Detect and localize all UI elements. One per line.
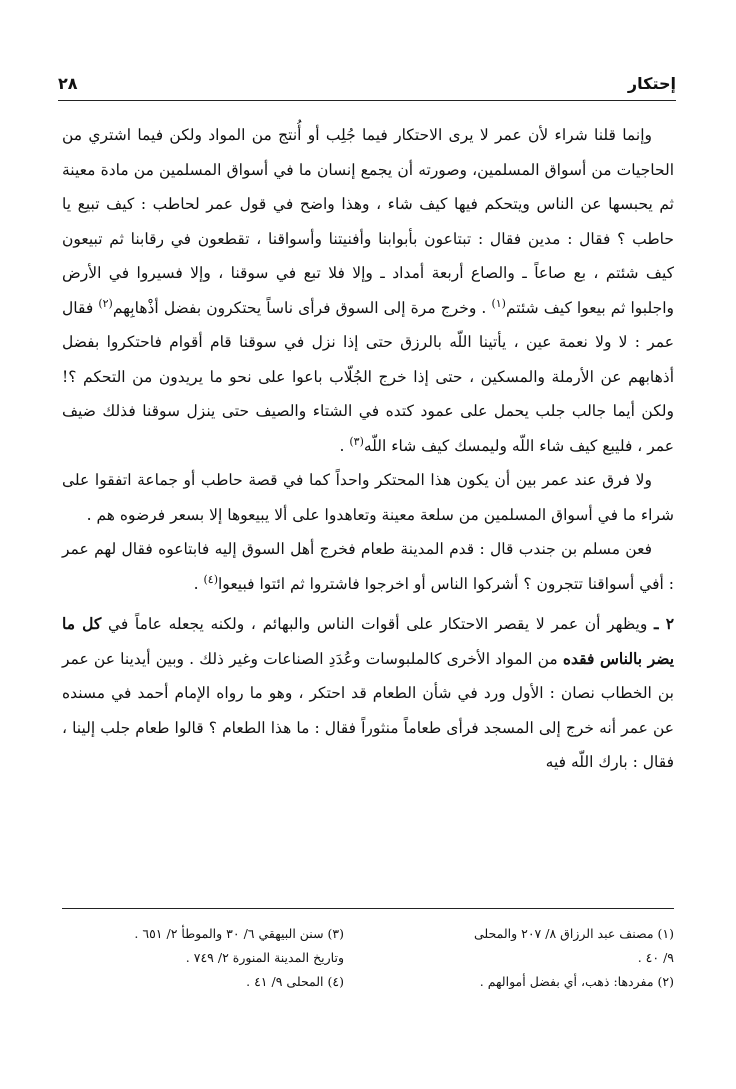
paragraph-1-text-a: وإنما قلنا شراء لأن عمر لا يرى الاحتكار فيما جُلِب أو أُنتج من المواد ولكن فيما اشتري من الحاجيات من أسواق المسلمين، وصورته أن يجمع إنسان ما في أسواق المسلمين من مادة معينة ثم يحبسها عن الناس ويتحكم فيها كيف شاء ، وهذا واضح في قول عمر لحاطب : كيف تبيع يا حاطب ؟ فقال : مدين فقال : تبتاعون بأبوابنا وأفنيتنا وأسواقنا ، تقطعون في رقابنا ثم تبيعون كيف شئتم ، بع صاعاً ـ والصاع أربعة أمداد ـ وإلا فلا تبع في سوقنا ، وإلا فسيروا في الأرض واجلبوا ثم بيعوا كيف شئتم <box>62 126 674 317</box>
footnotes-column-left <box>44 922 344 994</box>
footnote-3-line-2: وتاريخ المدينة المنورة ٢/ ٧٤٩ . <box>185 950 344 965</box>
footnote-4: (٤) المحلى ٩/ ٤١ . <box>246 974 344 989</box>
footnote-3-line-1: (٣) سنن البيهقي ٦/ ٣٠ والموطأ ٢/ ٦٥١ . <box>134 926 344 941</box>
paragraph-4-text-a: ويظهر أن عمر لا يقصر الاحتكار على أقوات الناس والبهائم ، ولكنه يجعله عاماً في <box>101 615 654 633</box>
footnotes-column-right <box>374 922 674 994</box>
running-head-title: إحتكار <box>627 74 676 93</box>
footnote-2: (٢) مفردها: ذهب، أي بفضل أموالهم . <box>479 974 674 989</box>
paragraph-1-text-c: فقال عمر : لا ولا نعمة عين ، يأتينا اللّه بالرزق حتى إذا نزل في سوقنا قام أقوام فاحتكروا بفضل أذهابهم عن الأرملة والمسكين ، حتى إذا خرج الجُلّاب باعوا على نحو ما يريدون من التحكم ؟! ولكن أيما جالب جلب يحمل على عمود كتده في الشتاء والصيف حتى ينزل سوقنا فذلك ضيف عمر ، فليبع كيف شاء اللّه وليمسك كيف شاء اللّه <box>62 298 674 455</box>
footnote-ref-4[interactable]: (٤) <box>203 572 218 586</box>
paragraph-4-text-b: من المواد الأخرى كالملبوسات وعُدَدِ الصناعات وغير ذلك . وبين أيدينا عن عمر بن الخطاب نصان : الأول ورد في شأن الطعام قد احتكر ، وهو ما رواه الإمام أحمد في مسنده عن عمر أنه خرج إلى المسجد فرأى طعاماً منثوراً فقال : ما هذا الطعام ؟ قالوا طعام جلب إلينا ، فقال : بارك اللّه فيه <box>62 649 674 771</box>
paragraph-4 <box>62 607 674 780</box>
running-head <box>58 72 676 100</box>
paragraph-4-bold-phrase: كل ما يضر بالناس فقده <box>62 614 675 668</box>
item-number: ٢ ـ <box>654 614 675 633</box>
header-rule <box>58 100 676 101</box>
paragraph-3-text-a: فعن مسلم بن جندب قال : قدم المدينة طعام فخرج أهل السوق إليه فابتاعوه فقال لهم عمر : أفي أسواقنا تتجرون ؟ أشركوا الناس أو اخرجوا فاشتروا ثم ائتوا فبيعوا <box>62 540 674 593</box>
paragraph-1-text-d: . <box>339 436 350 455</box>
footnote-ref-2[interactable]: (٢) <box>98 296 113 310</box>
footnote-1-line-2: ٩/ ٤٠ . <box>637 950 674 965</box>
main-text <box>62 118 674 780</box>
page-number: ٢٨ <box>58 74 78 93</box>
footnote-1-line-1: (١) مصنف عبد الرزاق ٨/ ٢٠٧ والمحلى <box>473 926 674 941</box>
footnote-ref-1[interactable]: (١) <box>491 296 506 310</box>
footnote-ref-3[interactable]: (٣) <box>349 434 364 448</box>
paragraph-1 <box>62 118 674 463</box>
paragraph-1-text-b: . وخرج مرة إلى السوق فرأى ناساً يحتكرون بفضل أذْهابِهم <box>112 298 492 317</box>
paragraph-3 <box>62 532 674 601</box>
footnote-rule <box>62 908 674 909</box>
paragraph-2: ولا فرق عند عمر بين أن يكون هذا المحتكر واحداً كما في قصة حاطب أو جماعة اتفقوا على شراء ما في أسواق المسلمين من سلعة معينة وتعاهدوا على ألا يبيعوها إلا بسعر فرضوه هم . <box>62 471 674 524</box>
paragraph-3-text-b: . <box>193 574 204 593</box>
